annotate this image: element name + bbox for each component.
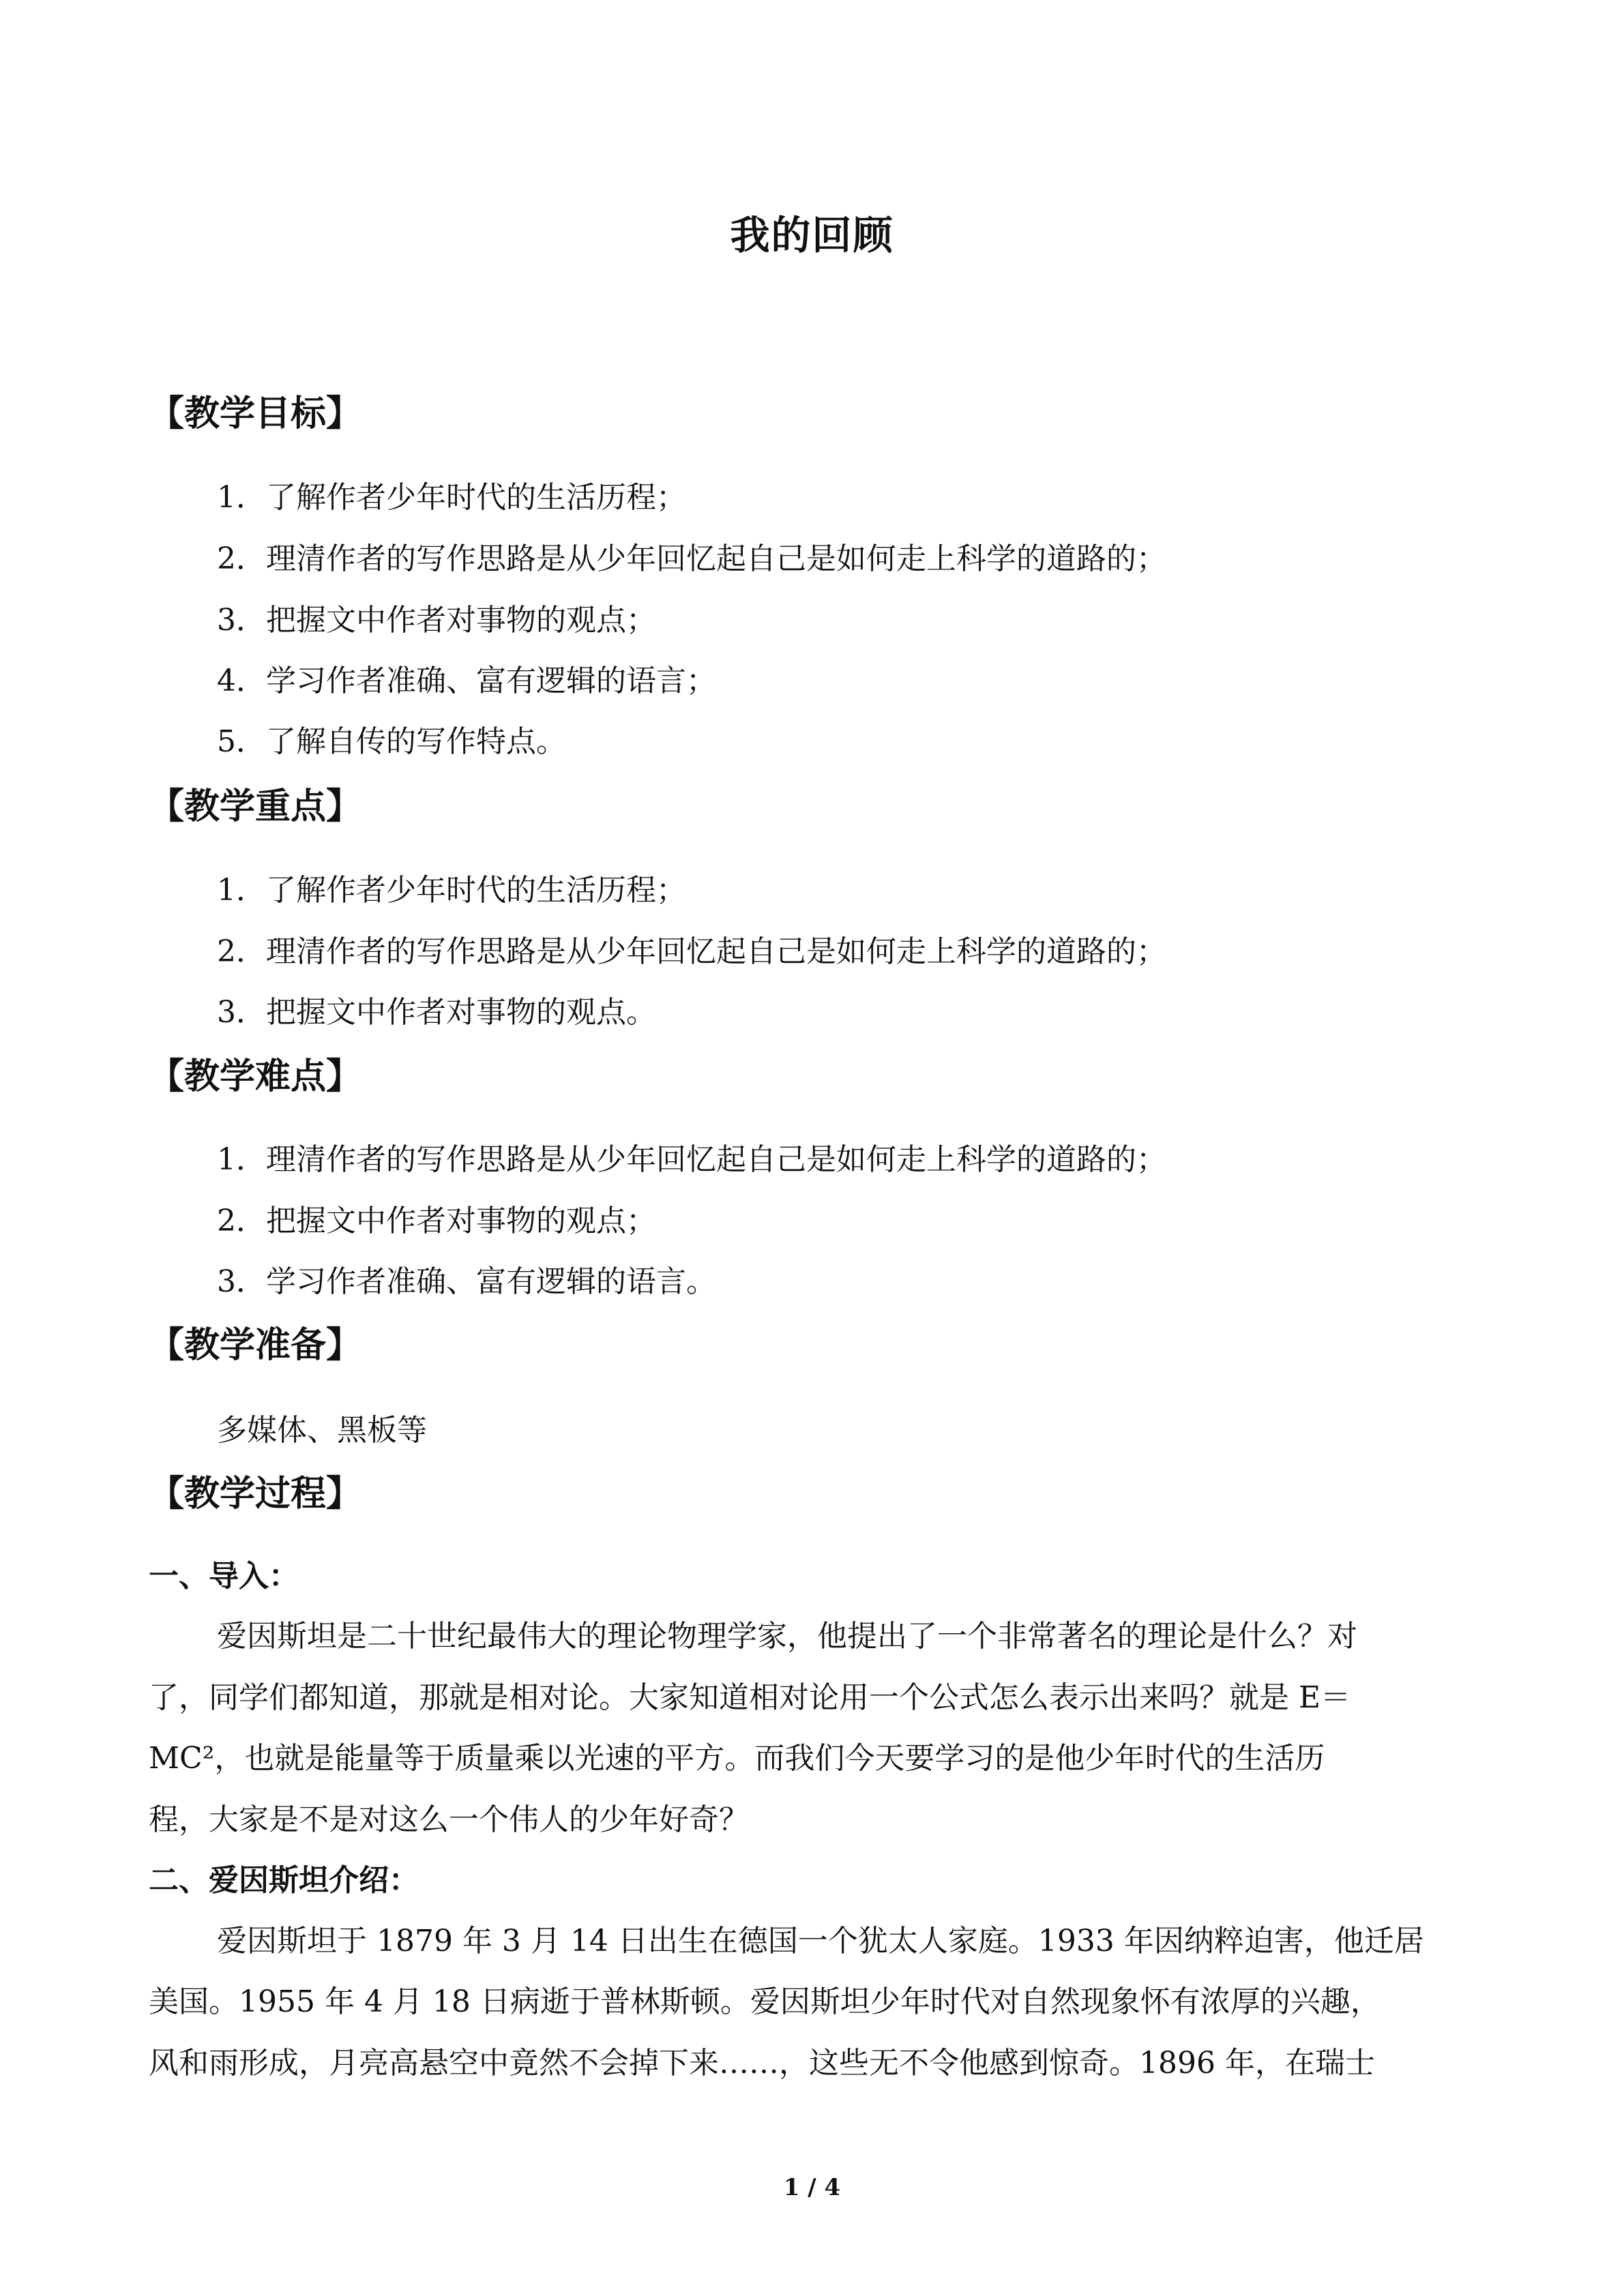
list-item: 3．学习作者准确、富有逻辑的语言。 xyxy=(217,1264,716,1299)
page-title: 我的回顾 xyxy=(730,212,894,258)
list-item: 4．学习作者准确、富有逻辑的语言； xyxy=(217,664,716,698)
list-item: 2．理清作者的写作思路是从少年回忆起自己是如何走上科学的道路的； xyxy=(217,541,1166,576)
heading-process: 【教学过程】 xyxy=(149,1474,362,1515)
list-item: 5．了解自传的写作特点。 xyxy=(217,724,566,759)
subheading-einstein: 二、爱因斯坦介绍： xyxy=(149,1863,419,1898)
list-item: 1．理清作者的写作思路是从少年回忆起自己是如何走上科学的道路的； xyxy=(217,1142,1166,1177)
paragraph-line: 了，同学们都知道，那就是相对论。大家知道相对论用一个公式怎么表示出来吗？就是 E＝ xyxy=(149,1680,1351,1715)
list-item: 2．把握文中作者对事物的观点； xyxy=(217,1204,656,1238)
list-item: 2．理清作者的写作思路是从少年回忆起自己是如何走上科学的道路的； xyxy=(217,934,1166,969)
paragraph-line: 风和雨形成，月亮高悬空中竟然不会掉下来……，这些无不令他感到惊奇。1896 年，在瑞士 xyxy=(149,2046,1375,2081)
list-item: 1．了解作者少年时代的生活历程； xyxy=(217,480,686,515)
list-item: 1．了解作者少年时代的生活历程； xyxy=(217,873,686,908)
subheading-intro: 一、导入： xyxy=(149,1559,299,1594)
paragraph-line: MC²，也就是能量等于质量乘以光速的平方。而我们今天要学习的是他少年时代的生活历 xyxy=(149,1741,1325,1776)
page-number: 1 / 4 xyxy=(783,2174,841,2201)
heading-key-points: 【教学重点】 xyxy=(149,786,362,827)
heading-preparation: 【教学准备】 xyxy=(149,1325,362,1366)
heading-difficulties: 【教学难点】 xyxy=(149,1056,362,1097)
paragraph-line: 程，大家是不是对这么一个伟人的少年好奇？ xyxy=(149,1802,749,1837)
list-item: 3．把握文中作者对事物的观点。 xyxy=(217,995,656,1030)
paragraph-line: 爱因斯坦于 1879 年 3 月 14 日出生在德国一个犹太人家庭。1933 年因纳粹迫害，他迁居 xyxy=(217,1924,1424,1958)
heading-objectives: 【教学目标】 xyxy=(149,393,362,434)
list-item: 3．把握文中作者对事物的观点； xyxy=(217,603,656,638)
paragraph-line: 爱因斯坦是二十世纪最伟大的理论物理学家，他提出了一个非常著名的理论是什么？对 xyxy=(217,1619,1357,1654)
paragraph-line: 美国。1955 年 4 月 18 日病逝于普林斯顿。爱因斯坦少年时代对自然现象怀有浓厚的兴趣， xyxy=(149,1984,1381,2019)
list-item: 多媒体、黑板等 xyxy=(217,1413,427,1448)
